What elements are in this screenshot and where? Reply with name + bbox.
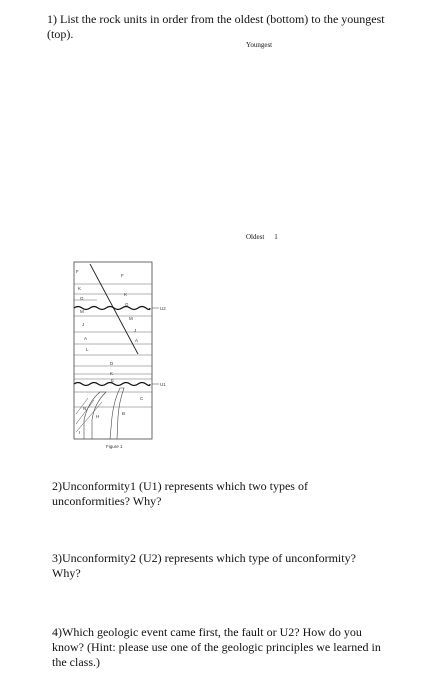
label-f-right: F	[121, 273, 124, 278]
question-1: 1) List the rock units in order from the oldest (bottom) to the youngest (top).	[47, 12, 385, 41]
geologic-cross-section-figure	[62, 252, 192, 462]
tilted-bed	[76, 400, 94, 424]
label-k-right: K	[124, 292, 128, 297]
label-b: B	[122, 411, 126, 416]
figure-caption: Figure 1	[106, 444, 123, 449]
label-c: C	[140, 396, 144, 401]
label-n: N	[83, 406, 87, 411]
label-g-right: G	[125, 302, 129, 307]
oldest-row	[246, 233, 278, 241]
label-a-left: A	[84, 336, 88, 341]
question-2: 2)Unconformity1 (U1) represents which two types of unconformities? Why?	[52, 479, 308, 508]
label-m-right: M	[129, 316, 133, 321]
label-l-left: L	[86, 347, 89, 352]
question-4: 4)Which geologic event came first, the fault or U2? How do you know? (Hint: please use one of the geologic principles we learned in the class.)	[52, 625, 381, 669]
label-i: I	[79, 430, 81, 435]
label-u2: U2	[160, 306, 166, 311]
oldest-label: Oldest	[246, 233, 265, 241]
cross-section-svg	[62, 252, 192, 462]
label-f-left: F	[76, 269, 79, 274]
youngest-label: Youngest	[246, 41, 273, 49]
label-j-right: J	[134, 328, 137, 333]
unconformity-u2	[74, 307, 150, 310]
question-3: 3)Unconformity2 (U2) represents which type of unconformity? Why?	[52, 551, 356, 580]
label-e: E	[111, 378, 115, 383]
oldest-number: 1	[274, 233, 278, 241]
label-d: D	[110, 361, 114, 366]
label-a-right: A	[135, 338, 139, 343]
label-g-left: G	[80, 296, 84, 301]
label-k-lower: K	[110, 371, 114, 376]
label-m-left: M	[80, 309, 84, 314]
label-k-left: K	[78, 286, 82, 291]
label-j-left: J	[82, 322, 85, 327]
label-u1: U1	[160, 382, 166, 387]
label-h: H	[96, 414, 100, 419]
